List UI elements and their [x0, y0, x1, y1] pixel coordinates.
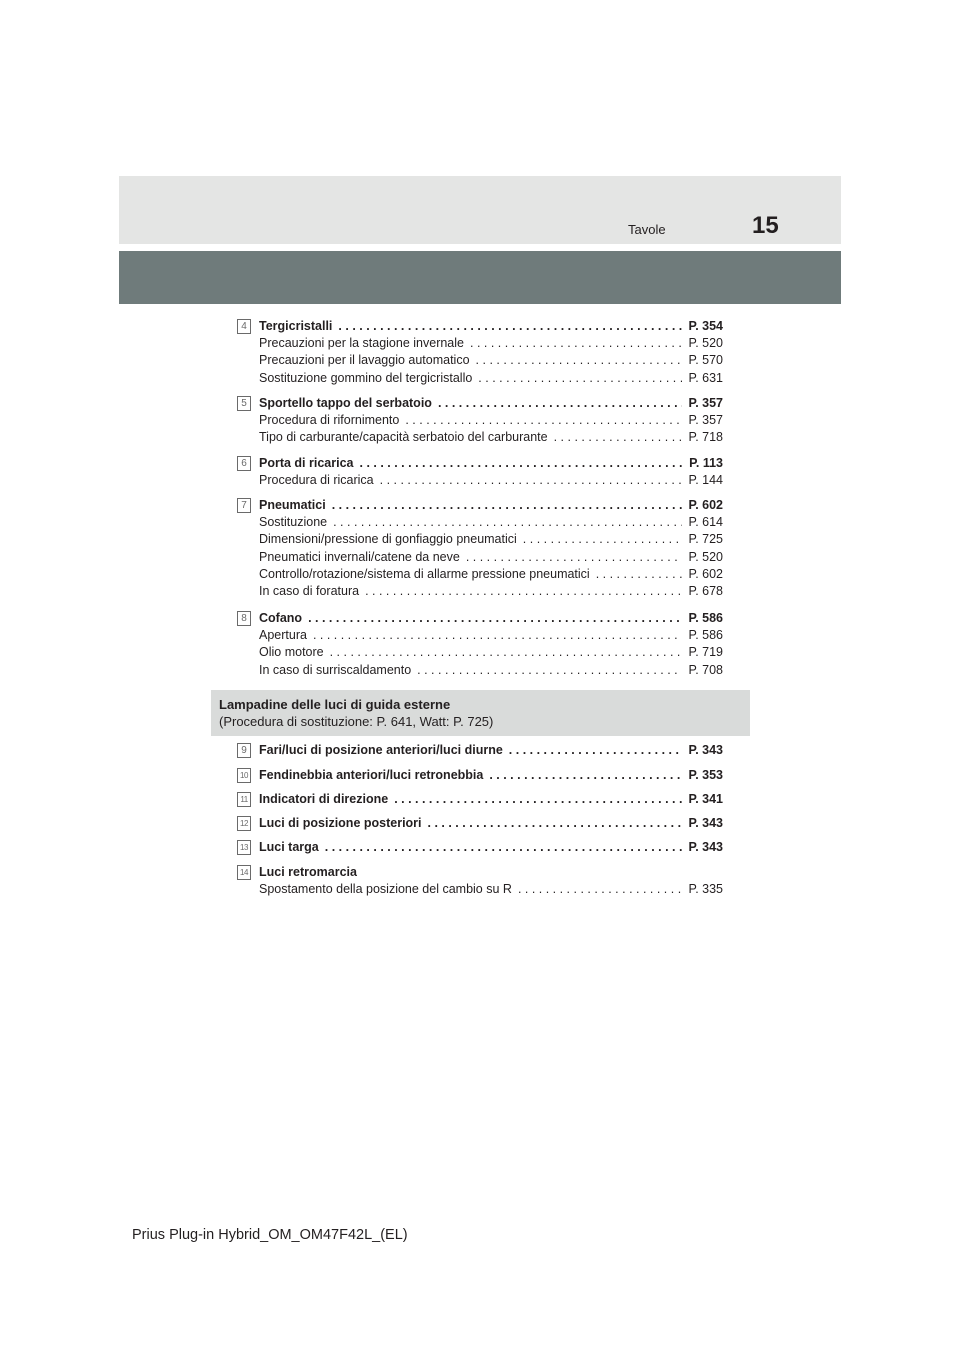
subentry-row[interactable] — [259, 370, 723, 387]
entry-title-row[interactable] — [259, 455, 723, 472]
subentry-row[interactable] — [259, 627, 723, 644]
subentry-row[interactable] — [259, 412, 723, 429]
entry-title: Tergicristalli — [259, 319, 333, 333]
subentry-label: Procedura di rifornimento — [259, 413, 400, 428]
group-hood — [237, 610, 723, 679]
group-number-marker: 11 — [237, 792, 251, 807]
subentry-label: Procedura di ricarica — [259, 473, 374, 488]
subentry-row[interactable] — [259, 472, 723, 489]
entry-page: P. 341 — [688, 792, 723, 806]
group-license-lights — [237, 839, 723, 856]
group-number-marker: 12 — [237, 816, 251, 831]
group-number-marker: 8 — [237, 611, 251, 626]
subentry-label: Precauzioni per la stagione invernale — [259, 336, 464, 351]
subentry-page: P. 725 — [688, 532, 723, 547]
entry-title-row[interactable] — [259, 395, 723, 412]
header-bar — [119, 176, 841, 244]
subentry-label: Precauzioni per il lavaggio automatico — [259, 353, 470, 368]
subentry-row[interactable] — [259, 335, 723, 352]
group-number-marker: 9 — [237, 743, 251, 758]
entry-title: Fendinebbia anteriori/luci retronebbia — [259, 768, 484, 782]
subentry-page: P. 570 — [688, 353, 723, 368]
entry-title: Fari/luci di posizione anteriori/luci diurne — [259, 743, 503, 757]
group-number-marker: 5 — [237, 396, 251, 411]
entry-page: P. 586 — [688, 611, 723, 625]
group-number-marker: 7 — [237, 498, 251, 513]
subentry-page: P. 602 — [688, 566, 723, 581]
entry-title-row[interactable] — [259, 767, 723, 784]
subentry-label: Dimensioni/pressione di gonfiaggio pneumatici — [259, 532, 517, 547]
group-number-marker: 6 — [237, 456, 251, 471]
subentry-page: P. 614 — [688, 515, 723, 530]
group-fog-lights — [237, 767, 723, 784]
group-fuel-door — [237, 395, 723, 447]
subentry-page: P. 631 — [688, 370, 723, 385]
entry-page: P. 602 — [688, 498, 723, 512]
group-wipers — [237, 318, 723, 387]
subentry-page: P. 678 — [688, 583, 723, 598]
subentry-label: Sostituzione — [259, 515, 328, 530]
entry-title: Cofano — [259, 611, 303, 625]
entry-page: P. 113 — [689, 456, 723, 470]
subentry-page: P. 708 — [688, 662, 723, 677]
entry-title-row[interactable] — [259, 318, 723, 335]
group-number-marker: 14 — [237, 865, 251, 880]
entry-page: P. 357 — [688, 396, 723, 410]
entry-title: Luci targa — [259, 840, 319, 854]
group-headlights — [237, 742, 723, 759]
subentry-page: P. 719 — [688, 645, 723, 660]
subentry-page: P. 144 — [688, 473, 723, 488]
group-number-marker: 4 — [237, 319, 251, 334]
entry-title: Indicatori di direzione — [259, 792, 389, 806]
subentry-page: P. 520 — [688, 336, 723, 351]
entry-page: P. 353 — [688, 768, 723, 782]
entry-title-row[interactable] — [259, 815, 723, 832]
lamp-section-subtitle: (Procedura di sostituzione: P. 641, Watt: P. 725) — [219, 714, 494, 729]
subentry-label: Pneumatici invernali/catene da neve — [259, 549, 460, 564]
subentry-row[interactable] — [259, 531, 723, 548]
entry-title: Porta di ricarica — [259, 456, 354, 470]
entry-page: P. 343 — [688, 743, 723, 757]
entry-title: Sportello tappo del serbatoio — [259, 396, 432, 410]
header-band — [119, 251, 841, 304]
group-number-marker: 13 — [237, 840, 251, 855]
subentry-row[interactable] — [259, 514, 723, 531]
subentry-label: Spostamento della posizione del cambio su R — [259, 882, 512, 897]
subentry-page: P. 718 — [688, 430, 723, 445]
entry-page: P. 343 — [688, 816, 723, 830]
subentry-label: In caso di foratura — [259, 583, 360, 598]
subentry-row[interactable] — [259, 566, 723, 583]
footer-document-id: Prius Plug-in Hybrid_OM_OM47F42L_(EL) — [132, 1227, 408, 1243]
entry-title: Luci di posizione posteriori — [259, 816, 422, 830]
group-reverse-lights — [237, 864, 723, 898]
entry-title: Luci retromarcia — [259, 865, 357, 879]
subentry-label: Olio motore — [259, 645, 324, 660]
subentry-label: Sostituzione gommino del tergicristallo — [259, 370, 473, 385]
subentry-label: Tipo di carburante/capacità serbatoio del carburante — [259, 430, 548, 445]
group-tires — [237, 497, 723, 600]
lamp-section-title: Lampadine delle luci di guida esterne — [219, 697, 451, 712]
subentry-label: In caso di surriscaldamento — [259, 662, 412, 677]
subentry-label: Apertura — [259, 628, 307, 643]
group-number-marker: 10 — [237, 768, 251, 783]
subentry-page: P. 335 — [688, 882, 723, 897]
entry-title: Pneumatici — [259, 498, 326, 512]
section-title: Tavole — [628, 222, 666, 237]
subentry-row[interactable] — [259, 662, 723, 679]
group-turn-signals — [237, 791, 723, 808]
entry-title-row[interactable] — [259, 791, 723, 808]
lamp-section-box — [211, 690, 750, 736]
subentry-row[interactable] — [259, 583, 723, 600]
group-charging-port — [237, 455, 723, 489]
page-number: 15 — [752, 212, 779, 239]
entry-title-row[interactable] — [259, 839, 723, 856]
subentry-page: P. 586 — [688, 628, 723, 643]
subentry-row[interactable] — [259, 881, 723, 898]
subentry-row[interactable] — [259, 549, 723, 566]
subentry-row[interactable] — [259, 644, 723, 661]
entry-page: P. 343 — [688, 840, 723, 854]
entry-title-row[interactable] — [259, 864, 723, 881]
entry-title-row[interactable] — [259, 497, 723, 514]
entry-title-row[interactable] — [259, 610, 723, 627]
subentry-label: Controllo/rotazione/sistema di allarme pressione pneumatici — [259, 566, 590, 581]
subentry-page: P. 357 — [688, 413, 723, 428]
subentry-row[interactable] — [259, 429, 723, 446]
subentry-row[interactable] — [259, 352, 723, 369]
subentry-page: P. 520 — [688, 549, 723, 564]
entry-page: P. 354 — [688, 319, 723, 333]
group-rear-position-lights — [237, 815, 723, 832]
entry-title-row[interactable] — [259, 742, 723, 759]
